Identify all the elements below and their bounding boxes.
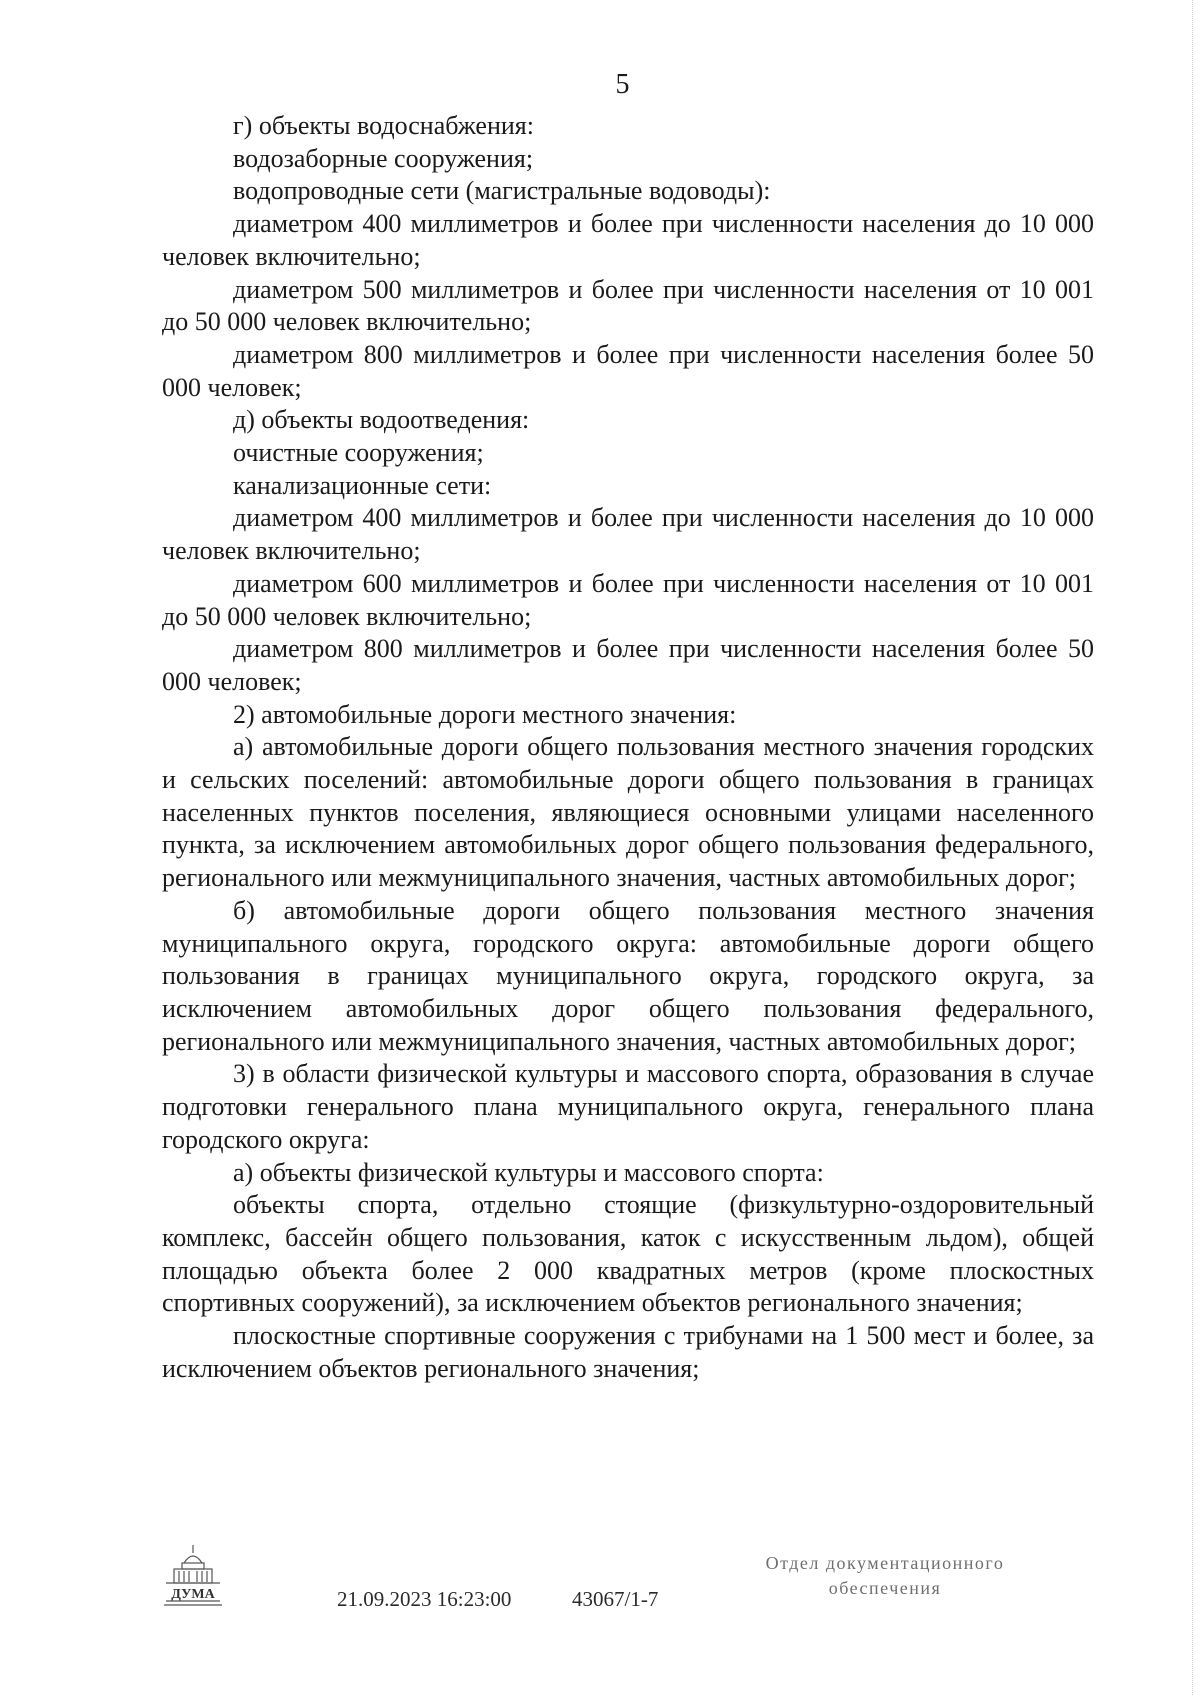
- paragraph: водозаборные сооружения;: [233, 143, 534, 173]
- paragraph: очистные сооружения;: [233, 438, 484, 468]
- stamp-line: обеспечения: [828, 1578, 942, 1598]
- paragraph: диаметром 800 миллиметров и более при численности населения более 50 000 человек;: [162, 339, 1094, 402]
- department-stamp: [735, 1551, 1035, 1601]
- paragraph: г) объекты водоснабжения:: [233, 111, 534, 140]
- paragraph: диаметром 500 миллиметров и более при численности населения от 10 001 до 50 000 человек включительно;: [162, 274, 1094, 337]
- duma-logo-icon: [162, 1543, 224, 1609]
- paragraph: а) автомобильные дороги общего пользования местного значения городских и сельских поселений: автомобильные дороги общего пользования в границах населенных пунктов поселения, являющиеся основными улицами населенного пункта, за исключением автомобильных дорог общего пользования федерального, регионального или межмуниципального значения, частных автомобильных дорог;: [162, 732, 1094, 893]
- document-body: [162, 110, 1094, 1385]
- paragraph: 3) в области физической культуры и массового спорта, образования в случае подготовки генерального плана муниципального округа, генерального плана городского округа:: [162, 1059, 1094, 1154]
- paragraph: диаметром 800 миллиметров и более при численности населения более 50 000 человек;: [162, 634, 1094, 696]
- paragraph: диаметром 400 миллиметров и более при численности населения до 10 000 человек включительно;: [162, 503, 1094, 566]
- footer-datetime: 21.09.2023 16:23:00: [337, 1587, 512, 1611]
- scan-edge-marks: [1192, 0, 1196, 1695]
- paragraph: плоскостные спортивные сооружения с трибунами на 1 500 мест и более, за исключением объектов регионального значения;: [162, 1321, 1094, 1383]
- paragraph: канализационные сети:: [233, 470, 492, 500]
- paragraph: д) объекты водоотведения:: [233, 405, 530, 435]
- paragraph: диаметром 400 миллиметров и более при численности населения до 10 000 человек включительно;: [162, 209, 1094, 271]
- page-number: 5: [615, 69, 630, 100]
- svg-text:ДУМА: ДУМА: [171, 1587, 215, 1602]
- paragraph: а) объекты физической культуры и массового спорта:: [233, 1157, 824, 1187]
- paragraph: диаметром 600 миллиметров и более при численности населения от 10 001 до 50 000 человек включительно;: [162, 568, 1094, 631]
- paragraph: б) автомобильные дороги общего пользования местного значения муниципального округа, городского округа: автомобильные дороги общего пользования в границах муниципального округа, городского округа, за исключением автомобильных дорог общего пользования федерального, регионального или межмуниципального значения, частных автомобильных дорог;: [162, 895, 1094, 1056]
- paragraph: 2) автомобильные дороги местного значения:: [233, 699, 737, 729]
- footer-doc-number: 43067/1-7: [572, 1587, 659, 1611]
- paragraph: водопроводные сети (магистральные водоводы):: [233, 176, 771, 206]
- paragraph: объекты спорта, отдельно стоящие (физкультурно-оздоровительный комплекс, бассейн общего пользования, каток с искусственным льдом), общей площадью объекта более 2 000 квадратных метров (кроме плоскостных спортивных сооружений), за исключением объектов регионального значения;: [162, 1190, 1094, 1318]
- stamp-line: Отдел документационного: [765, 1553, 1005, 1573]
